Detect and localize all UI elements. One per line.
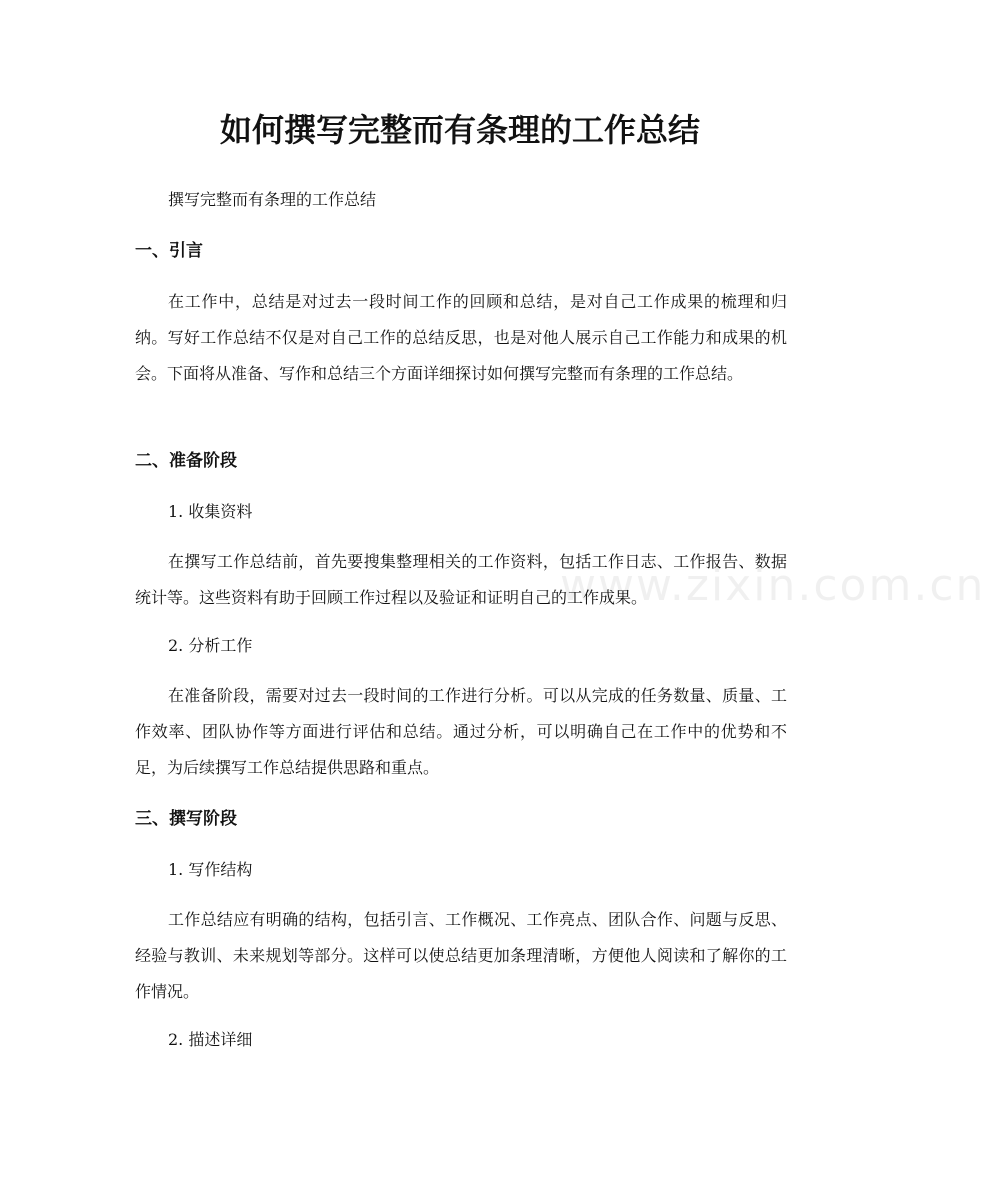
subheading-writing-structure: 1. 写作结构 bbox=[168, 860, 253, 879]
introduction-paragraph: 在工作中，总结是对过去一段时间工作的回顾和总结，是对自己工作成果的梳理和归纳。写好工作总结不仅是对自己工作的总结反思，也是对他人展示自己工作能力和成果的机会。下面将从准备、写作和总结三个方面详细探讨如何撰写完整而有条理的工作总结。 bbox=[135, 292, 787, 383]
subheading-collect-materials: 1. 收集资料 bbox=[168, 502, 253, 521]
section-heading-preparation: 二、准备阶段 bbox=[135, 451, 237, 471]
subheading-analyze-work: 2. 分析工作 bbox=[168, 636, 253, 655]
subheading-describe-details: 2. 描述详细 bbox=[168, 1030, 253, 1049]
section-heading-writing: 三、撰写阶段 bbox=[135, 809, 237, 829]
paragraph-analyze-work: 在准备阶段，需要对过去一段时间的工作进行分析。可以从完成的任务数量、质量、工作效率、团队协作等方面进行评估和总结。通过分析，可以明确自己在工作中的优势和不足，为后续撰写工作总结提供思路和重点。 bbox=[135, 686, 787, 777]
section-heading-introduction: 一、引言 bbox=[135, 241, 203, 261]
page-title: 如何撰写完整而有条理的工作总结 bbox=[219, 111, 700, 149]
watermark: www.zixin.com.cn bbox=[560, 560, 985, 611]
paragraph-writing-structure: 工作总结应有明确的结构，包括引言、工作概况、工作亮点、团队合作、问题与反思、经验与教训、未来规划等部分。这样可以使总结更加条理清晰，方便他人阅读和了解你的工作情况。 bbox=[135, 910, 787, 1001]
paragraph-collect-materials: 在撰写工作总结前，首先要搜集整理相关的工作资料，包括工作日志、工作报告、数据统计等。这些资料有助于回顾工作过程以及验证和证明自己的工作成果。 bbox=[135, 552, 787, 607]
document-subtitle: 撰写完整而有条理的工作总结 bbox=[168, 190, 377, 209]
